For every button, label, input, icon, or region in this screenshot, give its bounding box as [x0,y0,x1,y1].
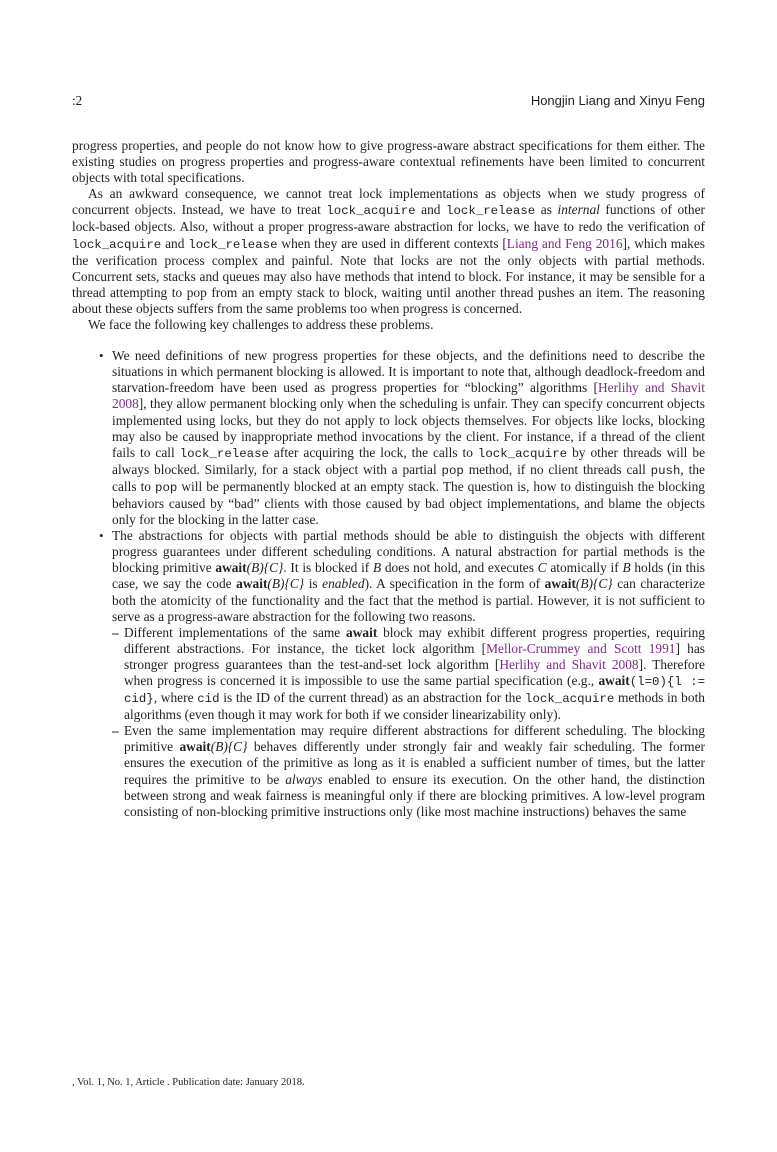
text: holds (in this case, we say the code [112,560,706,592]
citation-link[interactable]: Mellor-Crummey and Scott 1991 [486,640,676,656]
text: by other threads will be always blocked. Similarly, for a stack object with a partial [112,444,706,477]
var: C [537,560,547,576]
text: block may exhibit different progress properties, requiring different abstractions. For instance, the ticket lock algorithm [ [124,624,705,656]
code-pop: pop [155,480,178,495]
text: . It is blocked if [283,560,373,576]
list-item [124,723,705,820]
citation-link[interactable]: Herlihy and Shavit 2008 [499,656,639,672]
keyword-await: await [215,560,247,576]
keyword-await: await [179,739,211,755]
keyword-await: await [346,624,378,640]
keyword-await: await [236,576,268,592]
paragraph-3: We face the following key challenges to address these problems. [88,317,434,333]
text: and [415,202,447,218]
text: We need definitions of new progress properties for these objects, and the definitions need to describe the situations in which permanent blocking is allowed. It is important to note that, although deadlock-freedom and starvation-freedom have been used as progress properties for “blocking” algorithms [ [112,348,705,396]
paragraph-1: progress properties, and people do not know how to give progress-aware abstract specifications for them either. The existing studies on progress properties and progress-aware contextual refinements have been limited to concurrent objects with total specifications. [72,138,705,186]
challenge-list [72,348,705,820]
text: is the ID of the current thread) as an abstraction for the [219,690,526,706]
text: The abstractions for objects with partial methods should be able to distinguish the objects with different progress guarantees under different scheduling conditions. A natural abstraction for partial methods is the blocking primitive [112,528,705,576]
keyword-await: await [544,576,576,592]
text: and [161,235,189,251]
emphasis: internal [557,202,600,218]
text: method, if no client threads call [463,461,651,477]
citation-link[interactable]: Liang and Feng 2016 [506,235,623,251]
list-item [112,528,705,820]
code-pop: pop [441,463,464,478]
text: ], which makes the verification process complex and painful. Note that locks are not the only objects with partial methods. Concurrent sets, stacks and queues may also have methods that intend to block. For instance, it may be sensible for a thread attempting to pop from an empty stack to block, waiting until another thread pushes an item. The reasoning about these objects suffers from the same problems too when progress is concerned. [72,235,705,316]
text: ], they allow permanent blocking only when the scheduling is unfair. They can specify concurrent objects implemented using locks, but they do not apply to lock objects themselves. For objects like locks, blocking may also be caused by inappropriate method invocations by the client. For instance, if a thread of the client fails to call [112,396,705,460]
text: after acquiring the lock, the calls to [268,444,478,460]
text: ). A specification in the form of [364,576,545,592]
code-await-spec: (l=0){l := cid} [124,675,706,707]
code-lock-acquire: lock_acquire [477,446,568,461]
var: B [622,560,631,576]
formula: (B){C} [575,576,613,592]
code-lock-acquire: lock_acquire [525,692,615,707]
text: Even the same implementation may require different abstractions for different scheduling. The blocking primitive [124,723,705,755]
formula: (B){C} [210,739,248,755]
paragraph-2 [72,186,705,317]
text: is [304,576,323,592]
page-number: :2 [72,93,83,108]
list-item [124,625,705,724]
code-lock-acquire: lock_acquire [72,237,162,252]
citation-link[interactable]: Herlihy and Shavit 2008 [112,380,705,412]
text: ] has stronger progress guarantees than the test-and-set lock algorithm [ [124,640,705,672]
code-lock-acquire: lock_acquire [326,204,416,219]
running-authors: Hongjin Liang and Xinyu Feng [530,93,705,108]
text: Different implementations of the same [124,624,347,640]
text: as [535,202,558,218]
code-lock-release: lock_release [446,204,536,219]
formula: (B){C} [246,560,284,576]
text: As an awkward consequence, we cannot treat lock implementations as objects when we study progress of concurrent objects. Instead, we have to treat [72,186,705,218]
text: ]. Therefore when progress is concerned it is impossible to use the same partial specification (e.g., [124,656,705,688]
text: methods in both algorithms (even though it may work for both if we consider linearizability only). [124,690,705,723]
text: functions of other lock-based objects. Also, without a proper progress-aware abstraction for locks, we have to redo the verification of [72,202,705,235]
running-header [72,93,705,113]
text: behaves differently under strongly fair and weakly fair scheduling. The former ensures the execution of the primitive as long as it is enabled a sufficient number of times, but the latter requires the primitive to be [124,739,705,787]
text: can characterize both the atomicity of the functionality and the fact that the method is partial. However, it is not sufficient to serve as a progress-aware abstraction for the following two reasons. [112,576,705,624]
keyword-await: await [598,673,630,688]
main-text [72,138,705,820]
code-push: push [650,463,681,478]
formula: (B){C} [267,576,305,592]
text: when they are used in different contexts [ [277,235,507,251]
code-lock-release: lock_release [188,237,278,252]
emphasis: always [285,771,323,787]
text: does not hold, and executes [381,560,538,576]
text: , where [153,690,198,706]
text: will be permanently blocked at an empty stack. The question is, how to distinguish the blocking behaviors caused by “bad” clients with those caused by bad object implementations, and blame the objects only for the blocking in the latter case. [112,478,705,528]
code-lock-release: lock_release [179,446,269,461]
text: , the calls to [112,461,705,494]
reason-list [112,625,705,820]
text: enabled to ensure its execution. On the other hand, the distinction between strong and weak fairness is meaningful only if there are blocking primitives. A low-level program consisting of non-blocking primitive instructions only (like most machine instructions) behaves the same [124,771,706,819]
page-footer: , Vol. 1, No. 1, Article . Publication date: January 2018. [72,1077,305,1088]
code-cid: cid [197,692,220,707]
emphasis: enabled [322,576,365,592]
list-item [112,348,705,528]
text: atomically if [546,560,623,576]
var: B [372,560,382,576]
